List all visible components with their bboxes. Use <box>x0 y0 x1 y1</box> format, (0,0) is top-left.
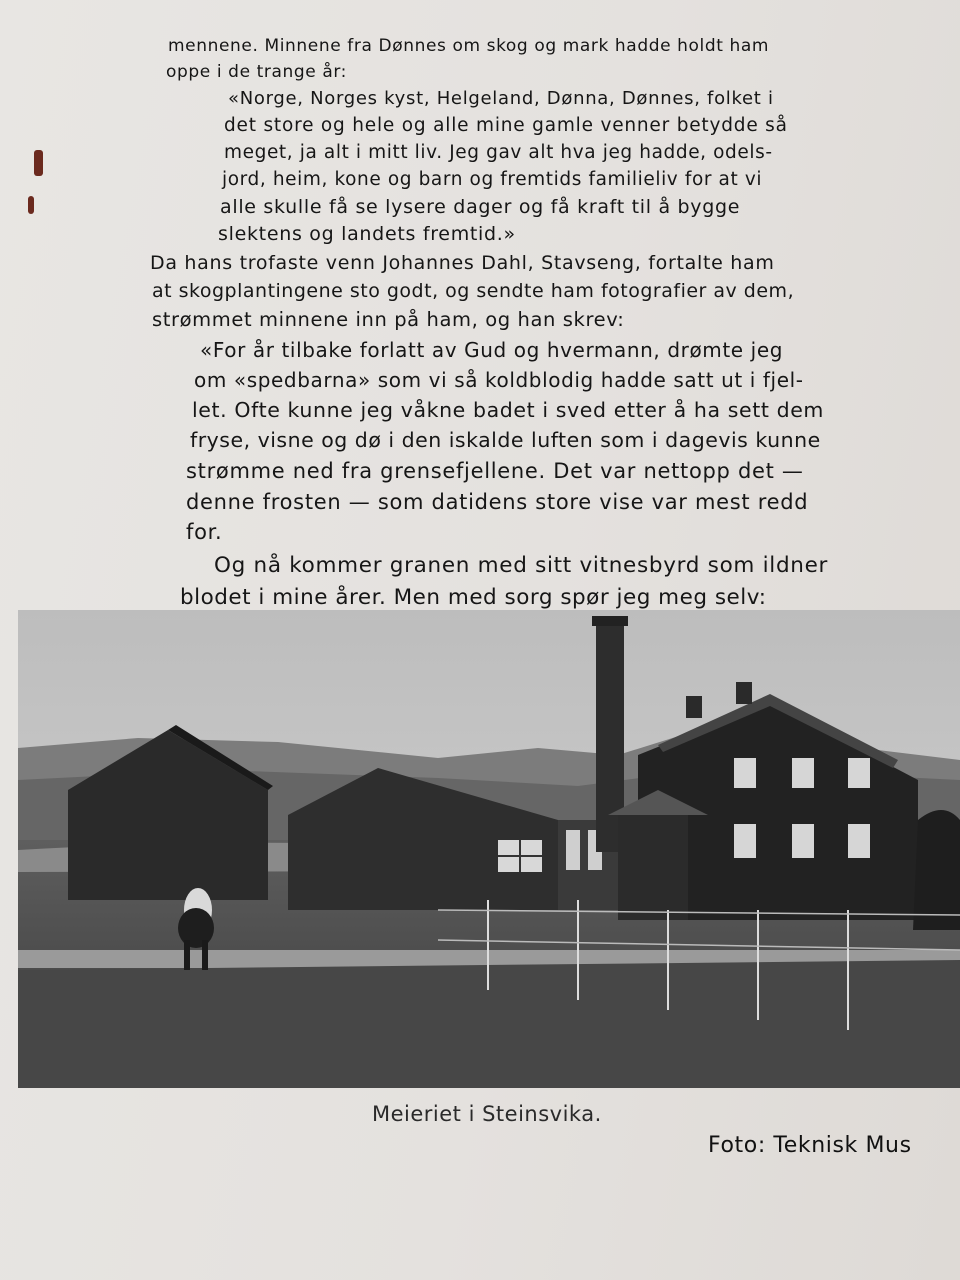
photo-caption: Meieriet i Steinsvika. <box>372 1102 602 1126</box>
text-line: fryse, visne og dø i den iskalde luften som i dagevis kunne <box>190 428 821 452</box>
photo-credit: Foto: Teknisk Mus <box>708 1133 912 1158</box>
photo-illustration <box>18 610 960 1088</box>
text-line: strømme ned fra grensefjellene. Det var nettopp det — <box>186 459 804 483</box>
text-line: at skogplantingene sto godt, og sendte ham fotografier av dem, <box>152 280 795 302</box>
text-line: jord, heim, kone og barn og fremtids familieliv for at vi <box>222 169 763 190</box>
text-line: slektens og landets fremtid.» <box>218 223 516 245</box>
text-line: Da hans trofaste venn Johannes Dahl, Stavseng, fortalte ham <box>150 252 775 274</box>
text-line: strømmet minnene inn på ham, og han skrev: <box>152 308 625 331</box>
text-line: oppe i de trange år: <box>166 62 347 82</box>
text-line: for. <box>186 520 223 544</box>
text-line: det store og hele og alle mine gamle venner betydde så <box>224 115 788 136</box>
text-line: «Norge, Norges kyst, Helgeland, Dønna, Dønnes, folket i <box>228 88 774 109</box>
text-line: «For år tilbake forlatt av Gud og hvermann, drømte jeg <box>200 338 784 362</box>
text-line: denne frosten — som datidens store vise var mest redd <box>186 490 809 514</box>
body-text <box>0 0 960 610</box>
text-line: let. Ofte kunne jeg våkne badet i sved etter å ha sett dem <box>192 398 825 422</box>
text-line: alle skulle få se lysere dager og få kraft til å bygge <box>220 196 741 218</box>
text-line: om «spedbarna» som vi så koldblodig hadde satt ut i fjel- <box>194 368 804 392</box>
text-line: Og nå kommer granen med sitt vitnesbyrd som ildner <box>214 553 829 578</box>
text-line: blodet i mine årer. Men med sorg spør jeg meg selv: <box>180 585 767 610</box>
text-line: mennene. Minnene fra Dønnes om skog og mark hadde holdt ham <box>168 36 770 56</box>
text-line: meget, ja alt i mitt liv. Jeg gav alt hva jeg hadde, odels- <box>224 142 773 163</box>
dairy-photograph <box>18 610 960 1088</box>
